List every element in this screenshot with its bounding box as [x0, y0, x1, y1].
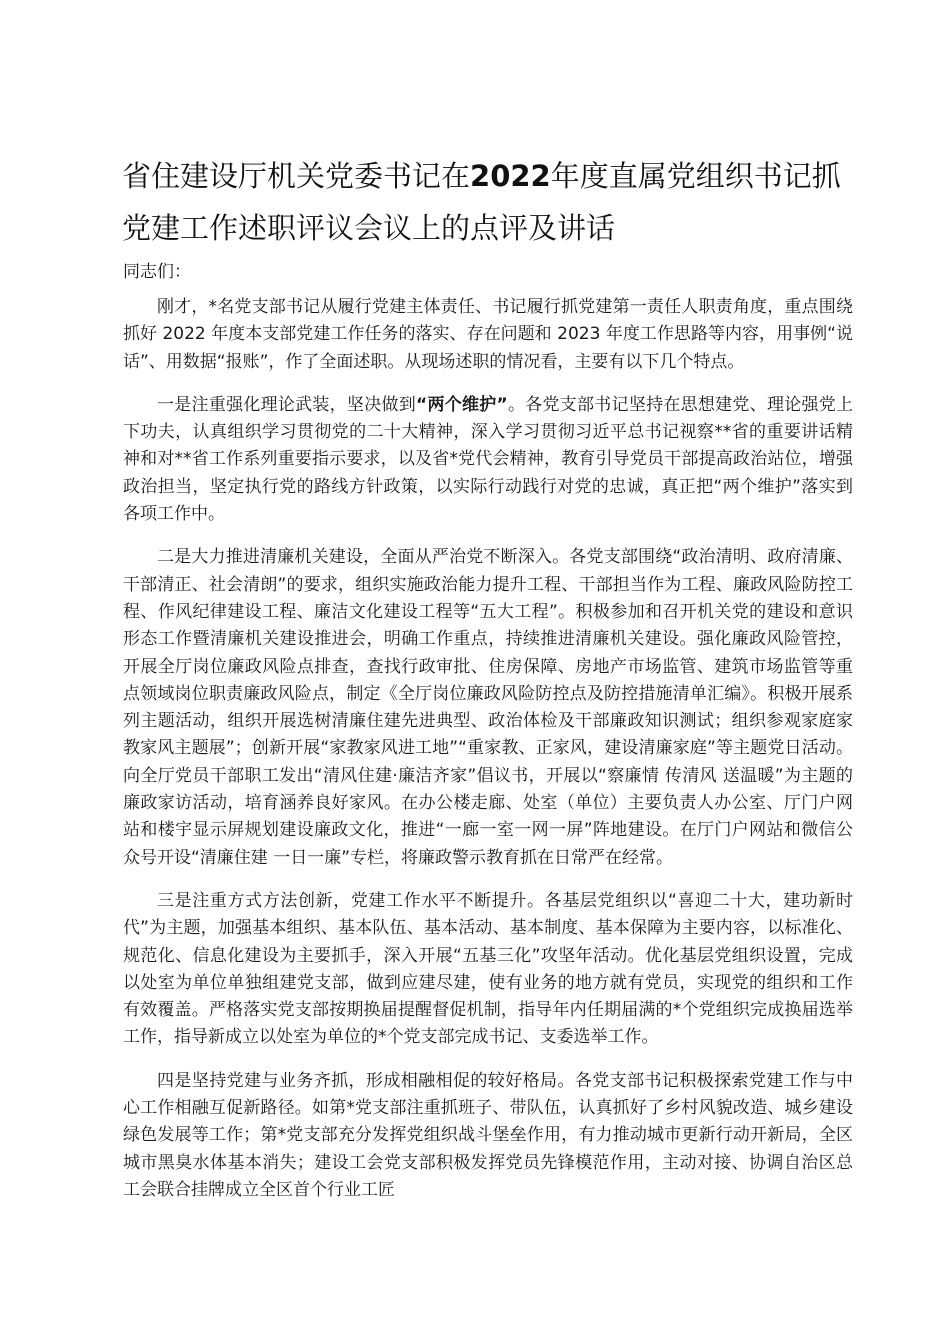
- document-body: [123, 294, 853, 1220]
- point-one-lead: 一是注重强化理论武装，坚决做到: [157, 394, 416, 415]
- greeting: 同志们：: [123, 262, 191, 282]
- paragraph-intro: 刚才，*名党支部书记从履行党建主体责任、书记履行抓党建第一责任人职责角度，重点围绕抓好 2022 年度本支部党建工作任务的落实、存在问题和 2023 年度工作思路等内容，用事例“说话”、用数据“报账”，作了全面述职。从现场述职的情况看，主要有以下几个特点。: [123, 297, 853, 372]
- paragraph-point-four: 四是坚持党建与业务齐抓，形成相融相促的较好格局。各党支部书记积极探索党建工作与中心工作相融互促新路径。如第*党支部注重抓班子、带队伍，认真抓好了乡村风貌改造、城乡建设绿色发展等工作；第*党支部充分发挥党组织战斗堡垒作用，有力推动城市更新行动开新局，全区城市黑臭水体基本消失；建设工会党支部积极发挥党员先锋模范作用，主动对接、协调自治区总工会联合挂牌成立全区首个行业工匠: [123, 1070, 853, 1200]
- point-one-highlight: “两个维护”: [416, 394, 508, 415]
- title-part-2: 年度直属党组织书记抓党建工作述职评议会议上的点评及讲话: [122, 159, 841, 245]
- paragraph-point-three: 三是注重方式方法创新，党建工作水平不断提升。各基层党组织以“喜迎二十大，建功新时代”为主题，加强基本组织、基本队伍、基本活动、基本制度、基本保障为主要内容，以标准化、规范化、信息化建设为主要抓手，深入开展“五基三化”攻坚年活动。优化基层党组织设置，完成以处室为单位单独组建党支部，做到应建尽建，使有业务的地方就有党员，实现党的组织和工作有效覆盖。严格落实党支部按期换届提醒督促机制，指导年内任期届满的*个党组织完成换届选举工作，指导新成立以处室为单位的*个党支部完成书记、支委选举工作。: [123, 890, 853, 1048]
- paragraph-point-two: 二是大力推进清廉机关建设，全面从严治党不断深入。各党支部围绕“政治清明、政府清廉、干部清正、社会清朗”的要求，组织实施政治能力提升工程、干部担当作为工程、廉政风险防控工程、作风纪律建设工程、廉洁文化建设工程等“五大工程”。积极参加和召开机关党的建设和意识形态工作暨清廉机关建设推进会，明确工作重点，持续推进清廉机关建设。强化廉政风险管控，开展全厅岗位廉政风险点排查，查找行政审批、住房保障、房地产市场监管、建筑市场监管等重点领域岗位职责廉政风险点，制定《全厅岗位廉政风险防控点及防控措施清单汇编》。积极开展系列主题活动，组织开展选树清廉住建先进典型、政治体检及干部廉政知识测试；组织参观家庭家教家风主题展”；创新开展“家教家风进工地”“重家教、正家风，建设清廉家庭”等主题党日活动。向全厅党员干部职工发出“清风住建·廉洁齐家”倡议书，开展以“察廉情 传清风 送温暖”为主题的廉政家访活动，培育涵养良好家风。在办公楼走廊、处室（单位）主要负责人办公室、厅门户网站和楼宇显示屏规划建设廉政文化，推进“一廊一室一网一屏”阵地建设。在厅门户网站和微信公众号开设“清廉住建 一日一廉”专栏，将廉政警示教育抓在日常严在经常。: [123, 547, 853, 868]
- paragraph-point-one: [123, 392, 853, 528]
- title-year: 2022: [470, 159, 551, 193]
- point-one-rest: 。各党支部书记坚持在思想建党、理论强党上下功夫，认真组织学习贯彻党的二十大精神，深入学习贯彻习近平总书记视察**省的重要讲话精神和对**省工作系列重要指示要求，以及省*党代会精神，教育引导党员干部提高政治站位，增强政治担当，坚定执行党的路线方针政策，以实际行动践行对党的忠诚，真正把“两个维护”落实到各项工作中。: [123, 394, 854, 525]
- page-title: [122, 150, 842, 254]
- title-part-1: 省住建设厅机关党委书记在: [122, 159, 471, 193]
